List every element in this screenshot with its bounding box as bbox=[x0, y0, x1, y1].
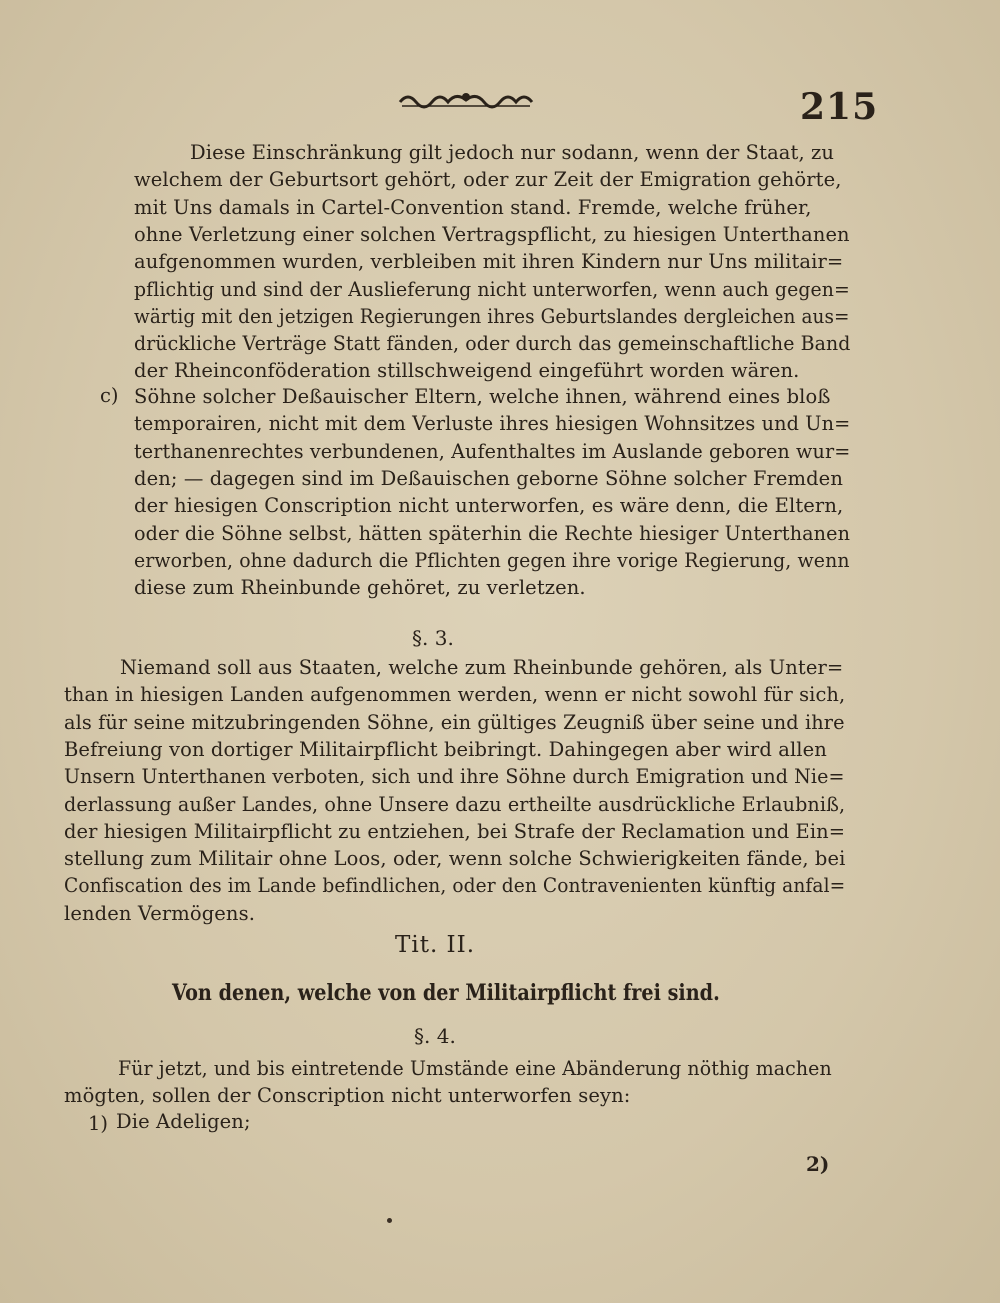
catchword: 2) bbox=[806, 1152, 830, 1176]
text-line: erworben, ohne dadurch die Pflichten gegen ihre vorige Regierung, wenn bbox=[134, 548, 850, 572]
text-line: pflichtig und sind der Auslieferung nicht unterworfen, wenn auch gegen= bbox=[134, 277, 850, 301]
text-line: lenden Vermögens. bbox=[64, 901, 255, 925]
text-line: temporairen, nicht mit dem Verluste ihres hiesigen Wohnsitzes und Un= bbox=[134, 412, 851, 436]
text-line: diese zum Rheinbunde gehöret, zu verletzen. bbox=[134, 576, 586, 600]
text-line: wärtig mit den jetzigen Regierungen ihres Geburtslandes dergleichen aus= bbox=[134, 304, 850, 328]
item-1-text: Die Adeligen; bbox=[116, 1110, 251, 1133]
ink-dot bbox=[387, 1218, 392, 1223]
text-line: aufgenommen wurden, verbleiben mit ihren Kindern nur Uns militair= bbox=[134, 250, 844, 274]
text-line: terthanenrechtes verbundenen, Aufenthaltes im Auslande geboren wur= bbox=[134, 439, 851, 463]
text-line: Niemand soll aus Staaten, welche zum Rheinbunde gehören, als Unter= bbox=[120, 656, 844, 679]
section-3-heading: §. 3. bbox=[412, 626, 454, 650]
text-line: derlassung außer Landes, ohne Unsere dazu ertheilte ausdrückliche Erlaubniß, bbox=[64, 792, 846, 816]
text-line: welchem der Geburtsort gehört, oder zur Zeit der Emigration gehörte, bbox=[134, 168, 842, 192]
text-line: Unsern Unterthanen verboten, sich und ihre Söhne durch Emigration und Nie= bbox=[64, 765, 845, 789]
text-line: oder die Söhne selbst, hätten späterhin die Rechte hiesiger Unterthanen bbox=[134, 521, 851, 545]
text-line: stellung zum Militair ohne Loos, oder, wenn solche Schwierigkeiten fände, bei bbox=[64, 847, 846, 871]
title-2-subtitle: Von denen, welche von der Militairpflicht frei sind. bbox=[172, 980, 720, 1006]
text-line: den; — dagegen sind im Deßauischen geborne Söhne solcher Fremden bbox=[134, 466, 843, 490]
text-line: than in hiesigen Landen aufgenommen werden, wenn er nicht sowohl für sich, bbox=[64, 683, 846, 707]
item-1-label: 1) bbox=[88, 1112, 109, 1135]
text-line: Befreiung von dortiger Militairpflicht beibringt. Dahingegen aber wird allen bbox=[64, 737, 827, 761]
ornament-divider-icon bbox=[398, 88, 534, 110]
text-line: Für jetzt, und bis eintretende Umstände eine Abänderung nöthig machen bbox=[118, 1057, 832, 1080]
text-line: der hiesigen Militairpflicht zu entziehen, bei Strafe der Reclamation und Ein= bbox=[64, 819, 846, 843]
text-line: drückliche Verträge Statt fänden, oder durch das gemeinschaftliche Band bbox=[134, 332, 851, 356]
item-c-label: c) bbox=[100, 384, 119, 407]
page-number: 215 bbox=[800, 86, 879, 128]
text-line: als für seine mitzubringenden Söhne, ein gültiges Zeugniß über seine und ihre bbox=[64, 710, 845, 734]
title-2-heading: Tit. II. bbox=[395, 932, 476, 958]
text-line: mit Uns damals in Cartel-Convention stand. Fremde, welche früher, bbox=[134, 195, 812, 219]
text-line: Diese Einschränkung gilt jedoch nur sodann, wenn der Staat, zu bbox=[190, 141, 835, 164]
section-4-heading: §. 4. bbox=[414, 1024, 456, 1048]
text-line: der hiesigen Conscription nicht unterworfen, es wäre denn, die Eltern, bbox=[134, 494, 844, 518]
text-line: mögten, sollen der Conscription nicht unterworfen seyn: bbox=[64, 1084, 631, 1107]
text-line: ohne Verletzung einer solchen Vertragspflicht, zu hiesigen Unterthanen bbox=[134, 222, 850, 246]
text-line: Söhne solcher Deßauischer Eltern, welche ihnen, während eines bloß bbox=[134, 385, 831, 408]
text-line: Confiscation des im Lande befindlichen, oder den Contravenienten künftig anfal= bbox=[64, 874, 846, 898]
text-line: der Rheinconföderation stillschweigend eingeführt worden wären. bbox=[134, 359, 800, 383]
